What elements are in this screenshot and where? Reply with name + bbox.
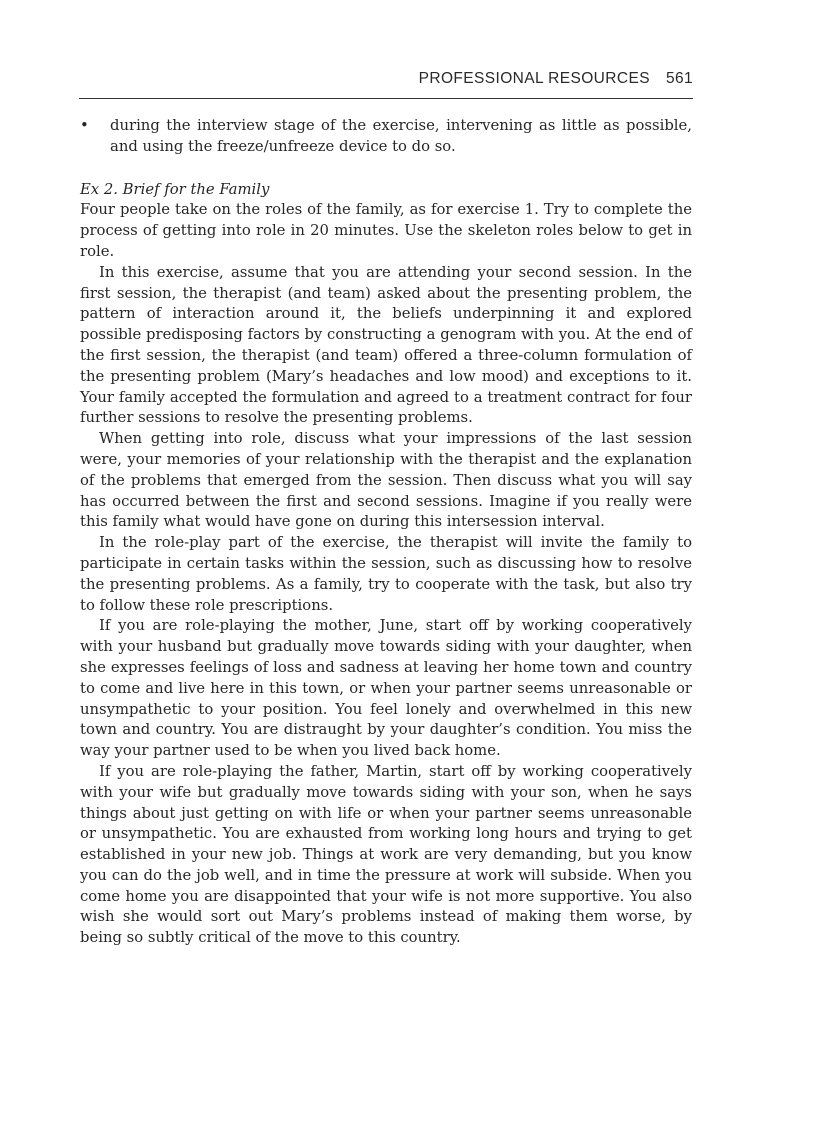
paragraph-mother-role: If you are role-playing the mother, June, start off by working cooperatively with your husband but gradually move towards siding with your daughter, when she expresses feelings of loss and sadness at leaving her home town and country to come and live here in this town, or when your partner seems unreasonable or unsympathetic to your position. You feel lonely and overwhelmed in this new town and country. You are distraught by your daughter’s condition. You miss the way your partner used to be when you lived back home. [80,617,692,760]
header-rule [79,98,693,99]
body-text [80,116,692,949]
bullet-item [80,116,692,158]
paragraph-role-play: In the role-play part of the exercise, the therapist will invite the family to participate in certain tasks within the session, such as discussing how to resolve the presenting problems. As a family, try to cooperate with the task, but also try to follow these role prescriptions. [80,534,692,614]
paragraph-session-context: In this exercise, assume that you are attending your second session. In the first session, the therapist (and team) asked about the presenting problem, the pattern of interaction around it, the beliefs underpinning it and explored possible predisposing factors by constructing a genogram with you. At the end of the first session, the therapist (and team) offered a three-column formulation of the presenting problem (Mary’s headaches and low mood) and exceptions to it. Your family accepted the formulation and agreed to a treatment contract for four further sessions to resolve the presenting problems. [80,263,692,427]
section-name: PROFESSIONAL RESOURCES [418,70,650,87]
page-number: 561 [665,70,693,87]
paragraph-getting-into-role: When getting into role, discuss what your impressions of the last session were, your memories of your relationship with the therapist and the explanation of the problems that emerged from the session. Then discuss what you will say has occurred between the first and second sessions. Imagine if you really were this family what would have gone on during this intersession interval. [80,430,692,531]
section-title: Ex 2. Brief for the Family [80,180,270,198]
paragraph-intro: Four people take on the roles of the family, as for exercise 1. Try to complete the process of getting into role in 20 minutes. Use the skeleton roles below to get in role. [80,201,692,260]
paragraph-father-role: If you are role-playing the father, Martin, start off by working cooperatively with your wife but gradually move towards siding with your son, when he says things about just getting on with life or when your partner seems unreasonable or unsympathetic. You are exhausted from working long hours and trying to get established in your new job. Things at work are very demanding, but you know you can do the job well, and in time the pressure at work will subside. When you come home you are disappointed that your wife is not more supportive. You also wish she would sort out Mary’s problems instead of making them worse, by being so subtly critical of the move to this country. [80,762,692,947]
running-header [79,70,693,88]
bullet-text: during the interview stage of the exercise, intervening as little as possible, and using the freeze/unfreeze device to do so. [110,117,692,155]
bullet-marker: • [80,117,89,134]
